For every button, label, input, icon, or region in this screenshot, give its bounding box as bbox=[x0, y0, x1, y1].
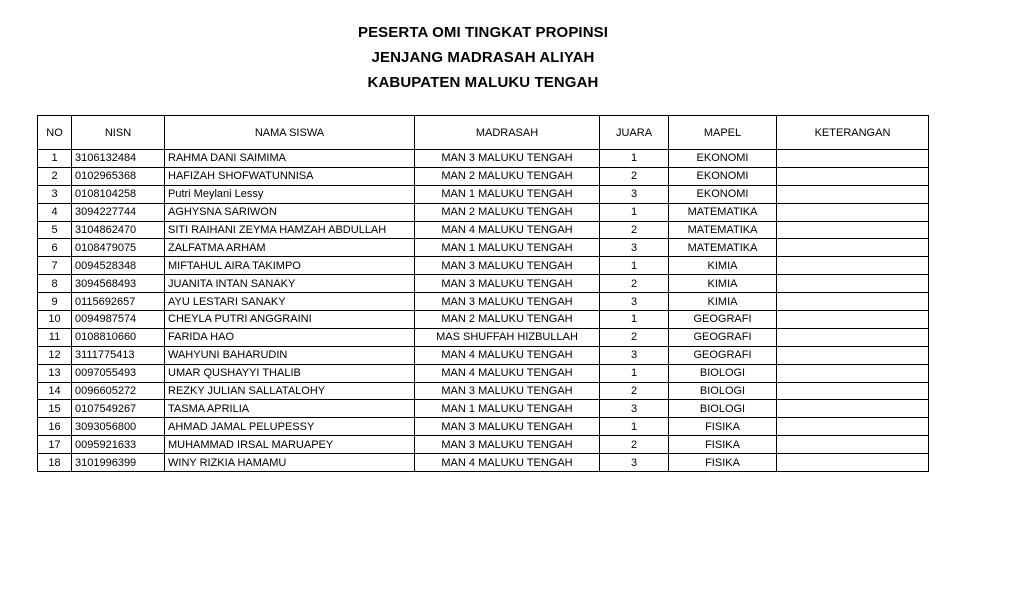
cell-nama-siswa: MUHAMMAD IRSAL MARUAPEY bbox=[165, 436, 415, 454]
cell-madrasah: MAN 3 MALUKU TENGAH bbox=[415, 293, 600, 311]
cell-no: 6 bbox=[38, 239, 72, 257]
participants-table bbox=[37, 115, 929, 472]
table-row bbox=[38, 150, 929, 168]
table-row bbox=[38, 400, 929, 418]
cell-madrasah: MAN 2 MALUKU TENGAH bbox=[415, 311, 600, 329]
cell-juara: 2 bbox=[600, 436, 669, 454]
cell-mapel: FISIKA bbox=[669, 436, 777, 454]
cell-mapel: FISIKA bbox=[669, 454, 777, 472]
cell-no: 12 bbox=[38, 346, 72, 364]
cell-nama-siswa: ZALFATMA ARHAM bbox=[165, 239, 415, 257]
table-row bbox=[38, 454, 929, 472]
table-row bbox=[38, 221, 929, 239]
table-row bbox=[38, 346, 929, 364]
cell-nisn: 0102965368 bbox=[72, 167, 165, 185]
header-keterangan: KETERANGAN bbox=[777, 116, 929, 150]
table-header-row bbox=[38, 116, 929, 150]
cell-madrasah: MAN 3 MALUKU TENGAH bbox=[415, 436, 600, 454]
cell-mapel: EKONOMI bbox=[669, 150, 777, 168]
table-row bbox=[38, 257, 929, 275]
cell-nama-siswa: WINY RIZKIA HAMAMU bbox=[165, 454, 415, 472]
cell-nisn: 0108104258 bbox=[72, 185, 165, 203]
cell-juara: 3 bbox=[600, 454, 669, 472]
cell-keterangan bbox=[777, 275, 929, 293]
cell-keterangan bbox=[777, 382, 929, 400]
cell-madrasah: MAN 1 MALUKU TENGAH bbox=[415, 400, 600, 418]
header-nama-siswa: NAMA SISWA bbox=[165, 116, 415, 150]
cell-no: 16 bbox=[38, 418, 72, 436]
cell-mapel: KIMIA bbox=[669, 275, 777, 293]
cell-madrasah: MAN 3 MALUKU TENGAH bbox=[415, 257, 600, 275]
cell-nisn: 0097055493 bbox=[72, 364, 165, 382]
cell-juara: 2 bbox=[600, 275, 669, 293]
cell-no: 8 bbox=[38, 275, 72, 293]
cell-juara: 3 bbox=[600, 293, 669, 311]
table-row bbox=[38, 239, 929, 257]
cell-nama-siswa: RAHMA DANI SAIMIMA bbox=[165, 150, 415, 168]
cell-juara: 2 bbox=[600, 221, 669, 239]
cell-madrasah: MAN 4 MALUKU TENGAH bbox=[415, 346, 600, 364]
table-row bbox=[38, 418, 929, 436]
cell-keterangan bbox=[777, 328, 929, 346]
cell-mapel: BIOLOGI bbox=[669, 400, 777, 418]
cell-mapel: BIOLOGI bbox=[669, 364, 777, 382]
cell-nama-siswa: SITI RAIHANI ZEYMA HAMZAH ABDULLAH bbox=[165, 221, 415, 239]
table-row bbox=[38, 203, 929, 221]
cell-nama-siswa: AYU LESTARI SANAKY bbox=[165, 293, 415, 311]
cell-nama-siswa: Putri Meylani Lessy bbox=[165, 185, 415, 203]
cell-nisn: 3094227744 bbox=[72, 203, 165, 221]
cell-madrasah: MAN 3 MALUKU TENGAH bbox=[415, 150, 600, 168]
cell-nama-siswa: FARIDA HAO bbox=[165, 328, 415, 346]
cell-madrasah: MAN 4 MALUKU TENGAH bbox=[415, 454, 600, 472]
cell-keterangan bbox=[777, 221, 929, 239]
cell-keterangan bbox=[777, 436, 929, 454]
cell-mapel: KIMIA bbox=[669, 293, 777, 311]
cell-no: 11 bbox=[38, 328, 72, 346]
cell-nisn: 0108479075 bbox=[72, 239, 165, 257]
cell-juara: 3 bbox=[600, 346, 669, 364]
cell-madrasah: MAS SHUFFAH HIZBULLAH bbox=[415, 328, 600, 346]
cell-nama-siswa: HAFIZAH SHOFWATUNNISA bbox=[165, 167, 415, 185]
cell-nisn: 3094568493 bbox=[72, 275, 165, 293]
header-juara: JUARA bbox=[600, 116, 669, 150]
cell-keterangan bbox=[777, 203, 929, 221]
cell-juara: 1 bbox=[600, 364, 669, 382]
cell-nama-siswa: REZKY JULIAN SALLATALOHY bbox=[165, 382, 415, 400]
table-row bbox=[38, 311, 929, 329]
cell-nama-siswa: UMAR QUSHAYYI THALIB bbox=[165, 364, 415, 382]
header-no: NO bbox=[38, 116, 72, 150]
title-line-3: KABUPATEN MALUKU TENGAH bbox=[367, 74, 599, 91]
cell-nisn: 0096605272 bbox=[72, 382, 165, 400]
table-row bbox=[38, 328, 929, 346]
cell-nisn: 3093056800 bbox=[72, 418, 165, 436]
cell-nama-siswa: TASMA APRILIA bbox=[165, 400, 415, 418]
table-row bbox=[38, 382, 929, 400]
header-mapel: MAPEL bbox=[669, 116, 777, 150]
cell-mapel: EKONOMI bbox=[669, 167, 777, 185]
cell-madrasah: MAN 3 MALUKU TENGAH bbox=[415, 275, 600, 293]
table-body bbox=[38, 150, 929, 472]
cell-keterangan bbox=[777, 346, 929, 364]
table-row bbox=[38, 364, 929, 382]
cell-no: 4 bbox=[38, 203, 72, 221]
cell-mapel: MATEMATIKA bbox=[669, 221, 777, 239]
cell-mapel: GEOGRAFI bbox=[669, 311, 777, 329]
cell-mapel: EKONOMI bbox=[669, 185, 777, 203]
cell-no: 17 bbox=[38, 436, 72, 454]
cell-keterangan bbox=[777, 364, 929, 382]
cell-no: 13 bbox=[38, 364, 72, 382]
header-nisn: NISN bbox=[72, 116, 165, 150]
cell-keterangan bbox=[777, 418, 929, 436]
title-line-1: PESERTA OMI TINGKAT PROPINSI bbox=[357, 24, 609, 41]
cell-madrasah: MAN 2 MALUKU TENGAH bbox=[415, 203, 600, 221]
cell-no: 5 bbox=[38, 221, 72, 239]
cell-mapel: KIMIA bbox=[669, 257, 777, 275]
table-row bbox=[38, 275, 929, 293]
cell-madrasah: MAN 1 MALUKU TENGAH bbox=[415, 185, 600, 203]
cell-juara: 1 bbox=[600, 257, 669, 275]
cell-keterangan bbox=[777, 257, 929, 275]
cell-juara: 1 bbox=[600, 311, 669, 329]
cell-madrasah: MAN 2 MALUKU TENGAH bbox=[415, 167, 600, 185]
cell-no: 18 bbox=[38, 454, 72, 472]
cell-no: 7 bbox=[38, 257, 72, 275]
cell-mapel: GEOGRAFI bbox=[669, 346, 777, 364]
cell-no: 1 bbox=[38, 150, 72, 168]
cell-mapel: FISIKA bbox=[669, 418, 777, 436]
table-row bbox=[38, 185, 929, 203]
cell-mapel: MATEMATIKA bbox=[669, 239, 777, 257]
cell-no: 2 bbox=[38, 167, 72, 185]
cell-mapel: MATEMATIKA bbox=[669, 203, 777, 221]
cell-keterangan bbox=[777, 239, 929, 257]
cell-nisn: 3101996399 bbox=[72, 454, 165, 472]
cell-nisn: 0095921633 bbox=[72, 436, 165, 454]
cell-nama-siswa: CHEYLA PUTRI ANGGRAINI bbox=[165, 311, 415, 329]
cell-nisn: 0107549267 bbox=[72, 400, 165, 418]
cell-juara: 1 bbox=[600, 203, 669, 221]
title-line-2: JENJANG MADRASAH ALIYAH bbox=[371, 49, 595, 66]
cell-keterangan bbox=[777, 454, 929, 472]
cell-nisn: 0094987574 bbox=[72, 311, 165, 329]
cell-no: 15 bbox=[38, 400, 72, 418]
cell-nisn: 0115692657 bbox=[72, 293, 165, 311]
cell-madrasah: MAN 4 MALUKU TENGAH bbox=[415, 364, 600, 382]
cell-madrasah: MAN 3 MALUKU TENGAH bbox=[415, 418, 600, 436]
cell-keterangan bbox=[777, 185, 929, 203]
cell-nisn: 0108810660 bbox=[72, 328, 165, 346]
table-row bbox=[38, 436, 929, 454]
cell-juara: 1 bbox=[600, 150, 669, 168]
cell-keterangan bbox=[777, 150, 929, 168]
table-row bbox=[38, 167, 929, 185]
cell-nisn: 3111775413 bbox=[72, 346, 165, 364]
cell-no: 14 bbox=[38, 382, 72, 400]
cell-nisn: 3104862470 bbox=[72, 221, 165, 239]
cell-nama-siswa: MIFTAHUL AIRA TAKIMPO bbox=[165, 257, 415, 275]
cell-nama-siswa: JUANITA INTAN SANAKY bbox=[165, 275, 415, 293]
cell-no: 3 bbox=[38, 185, 72, 203]
cell-juara: 2 bbox=[600, 382, 669, 400]
cell-juara: 3 bbox=[600, 185, 669, 203]
header-madrasah: MADRASAH bbox=[415, 116, 600, 150]
cell-juara: 1 bbox=[600, 418, 669, 436]
cell-juara: 3 bbox=[600, 400, 669, 418]
cell-no: 9 bbox=[38, 293, 72, 311]
cell-juara: 3 bbox=[600, 239, 669, 257]
cell-mapel: BIOLOGI bbox=[669, 382, 777, 400]
cell-madrasah: MAN 3 MALUKU TENGAH bbox=[415, 382, 600, 400]
cell-nisn: 0094528348 bbox=[72, 257, 165, 275]
document-title bbox=[0, 20, 966, 95]
cell-madrasah: MAN 4 MALUKU TENGAH bbox=[415, 221, 600, 239]
cell-no: 10 bbox=[38, 311, 72, 329]
cell-nisn: 3106132484 bbox=[72, 150, 165, 168]
cell-nama-siswa: WAHYUNI BAHARUDIN bbox=[165, 346, 415, 364]
cell-nama-siswa: AGHYSNA SARIWON bbox=[165, 203, 415, 221]
cell-juara: 2 bbox=[600, 167, 669, 185]
cell-keterangan bbox=[777, 400, 929, 418]
cell-keterangan bbox=[777, 293, 929, 311]
cell-nama-siswa: AHMAD JAMAL PELUPESSY bbox=[165, 418, 415, 436]
cell-keterangan bbox=[777, 167, 929, 185]
cell-juara: 2 bbox=[600, 328, 669, 346]
cell-keterangan bbox=[777, 311, 929, 329]
cell-mapel: GEOGRAFI bbox=[669, 328, 777, 346]
cell-madrasah: MAN 1 MALUKU TENGAH bbox=[415, 239, 600, 257]
table-row bbox=[38, 293, 929, 311]
